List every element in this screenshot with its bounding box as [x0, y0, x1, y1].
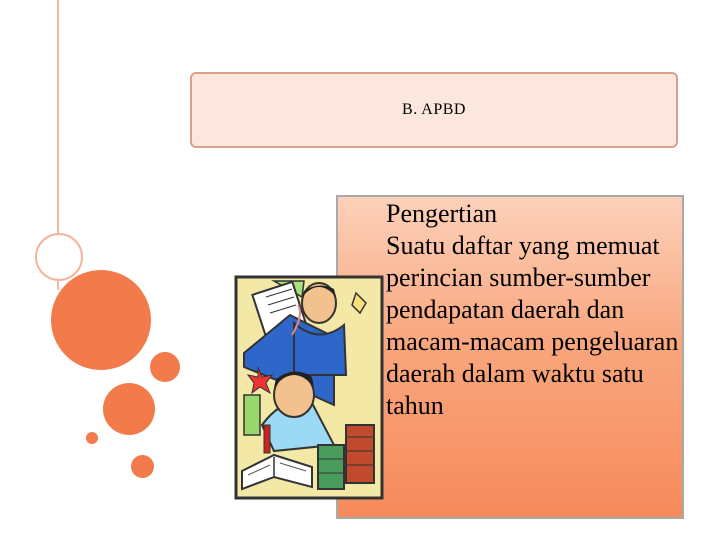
list-item: [340, 230, 700, 422]
list-item-text: Pengertian: [386, 199, 498, 228]
decorative-circle-outline: [35, 233, 83, 281]
decorative-circle-large: [51, 270, 151, 370]
decorative-circle-small: [150, 352, 180, 382]
list-number: 1.: [340, 205, 352, 222]
bullet-list: [340, 198, 700, 422]
list-item-text: Suatu daftar yang memuat perincian sumber-sumber pendapatan daerah dan macam-macam pengeluaran daerah dalam waktu satu tahun: [386, 231, 679, 420]
list-item: [340, 198, 700, 230]
decorative-circle-medium: [103, 383, 155, 435]
decorative-dot: [131, 455, 154, 478]
slide-title: B. APBD: [402, 101, 466, 118]
title-box: [190, 72, 678, 148]
list-number: 2.: [340, 237, 352, 254]
decorative-dot: [86, 432, 98, 444]
